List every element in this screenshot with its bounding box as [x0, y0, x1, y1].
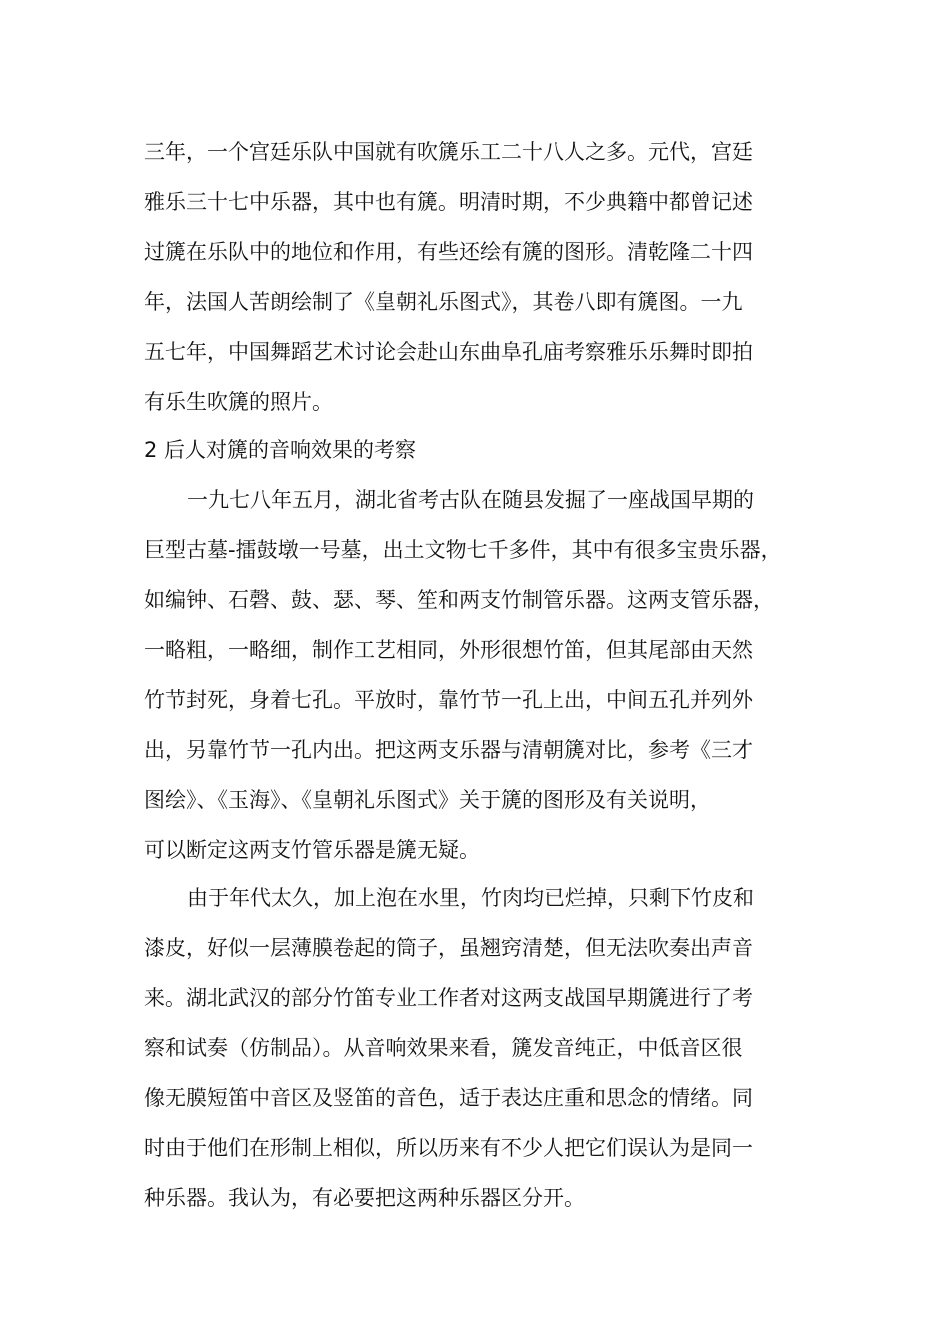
- text-line: 漆皮，好似一层薄膜卷起的筒子，虽翘窍清楚，但无法吹奏出声音: [144, 936, 753, 960]
- text-line: 雅乐三十七中乐器，其中也有篪。明清时期，不少典籍中都曾记述: [144, 190, 753, 214]
- text-line: 巨型古墓-擂鼓墩一号墓，出土文物七千多件，其中有很多宝贵乐器，: [144, 538, 782, 562]
- text-line: 出，另靠竹节一孔内出。把这两支乐器与清朝篪对比，参考《三才: [144, 738, 753, 762]
- text-line: 像无膜短笛中音区及竖笛的音色，适于表达庄重和思念的情绪。同: [144, 1086, 753, 1110]
- section-heading: 2 后人对篪的音响效果的考察: [144, 438, 417, 462]
- text-line: 有乐生吹篪的照片。: [144, 390, 333, 414]
- text-line: 来。湖北武汉的部分竹笛专业工作者对这两支战国早期篪进行了考: [144, 986, 753, 1010]
- text-line: 竹节封死，身着七孔。平放时，靠竹节一孔上出，中间五孔并列外: [144, 688, 753, 712]
- text-line: 图绘》、《玉海》、《皇朝礼乐图式》关于篪的图形及有关说明，: [144, 788, 711, 812]
- text-line: 三年，一个宫廷乐队中国就有吹篪乐工二十八人之多。元代，宫廷: [144, 140, 753, 164]
- text-line: 可以断定这两支竹管乐器是篪无疑。: [144, 838, 480, 862]
- text-line: 过篪在乐队中的地位和作用，有些还绘有篪的图形。清乾隆二十四: [144, 240, 753, 264]
- text-line: 如编钟、石磬、鼓、瑟、琴、笙和两支竹制管乐器。这两支管乐器，: [144, 588, 774, 612]
- text-line: 时由于他们在形制上相似，所以历来有不少人把它们误认为是同一: [144, 1136, 753, 1160]
- text-line: 五七年，中国舞蹈艺术讨论会赴山东曲阜孔庙考察雅乐乐舞时即拍: [144, 340, 753, 364]
- text-line: 年，法国人苦朗绘制了《皇朝礼乐图式》，其卷八即有篪图。一九: [144, 290, 743, 314]
- text-line: 种乐器。我认为，有必要把这两种乐器区分开。: [144, 1186, 585, 1210]
- paragraph-first-line: 一九七八年五月，湖北省考古队在随县发掘了一座战国早期的: [187, 488, 754, 512]
- paragraph-first-line: 由于年代太久，加上泡在水里，竹肉均已烂掉，只剩下竹皮和: [187, 886, 754, 910]
- text-line: 察和试奏（仿制品）。从音响效果来看，篪发音纯正，中低音区很: [144, 1036, 743, 1060]
- text-line: 一略粗，一略细，制作工艺相同，外形很想竹笛，但其尾部由天然: [144, 638, 753, 662]
